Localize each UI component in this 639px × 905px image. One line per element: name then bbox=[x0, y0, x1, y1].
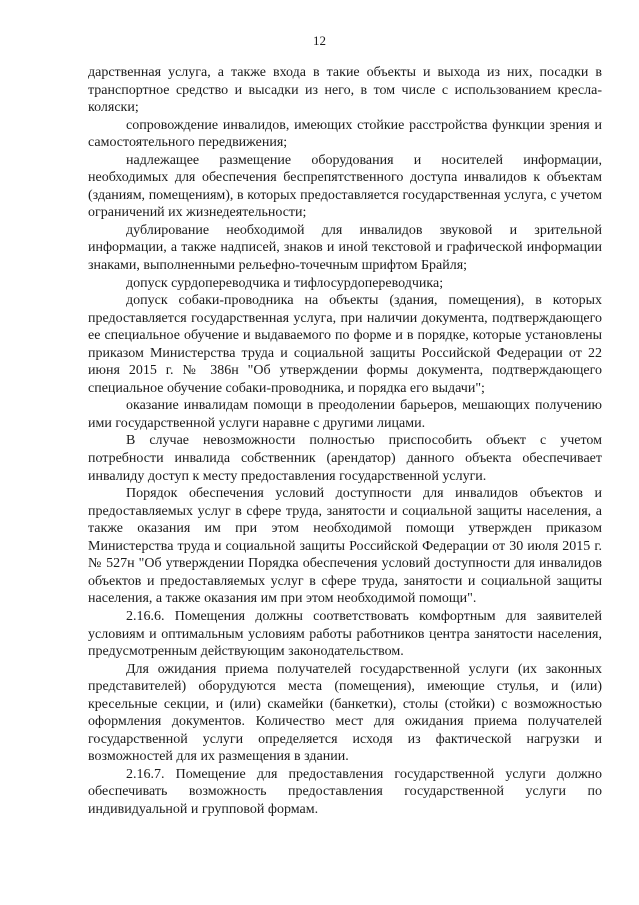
paragraph: Порядок обеспечения условий доступности для инвалидов объектов и предоставляемых услуг в сфере труда, занятости и социальной защиты населения, а также оказания им при этом необходимой помощи утвержден приказом Министерства труда и социальной защиты Российской Федерации от 30 июля 2015 г. № 527н "Об утверждении Порядка обеспечения условий доступности для инвалидов объектов и предоставляемых услуг в сфере труда, занятости и социальной защиты населения, а также оказания им при этом необходимой помощи". bbox=[88, 486, 602, 607]
page-number: 12 bbox=[313, 33, 326, 48]
paragraph: Для ожидания приема получателей государственной услуги (их законных представителей) оборудуются места (помещения), имеющие стулья, и (или) кресельные секции, и (или) скамейки (банкетки), столы (стойки) с возможностью оформления документов. Количество мест для ожидания приема получателей государственной услуги определяется исходя из фактической нагрузки и возможностей для их размещения в здании. bbox=[88, 661, 602, 765]
paragraph: допуск собаки-проводника на объекты (здания, помещения), в которых предоставляется государственная услуга, при наличии документа, подтверждающего ее специальное обучение и выдаваемого по форме и в порядке, которые установлены приказом Министерства труда и социальной защиты Российской Федерации от 22 июня 2015 г. № 386н "Об утверждении формы документа, подтверждающего специальное обучение собаки-проводника, и порядка его выдачи"; bbox=[88, 293, 602, 396]
paragraph: В случае невозможности полностью приспособить объект с учетом потребности инвалида собственник (арендатор) данного объекта обеспечивает инвалиду доступ к месту предоставления государственной услуги. bbox=[88, 433, 602, 484]
paragraph: оказание инвалидам помощи в преодолении барьеров, мешающих получению ими государственной услуги наравне с другими лицами. bbox=[88, 398, 602, 431]
paragraph: 2.16.7. Помещение для предоставления государственной услуги должно обеспечивать возможность предоставления государственной услуги по индивидуальной и групповой формам. bbox=[88, 766, 602, 817]
paragraph: надлежащее размещение оборудования и носителей информации, необходимых для обеспечения беспрепятственного доступа инвалидов к объектам (зданиям, помещениям), в которых предоставляется государственная услуга, с учетом ограничений их жизнедеятельности; bbox=[88, 152, 602, 221]
paragraph: дублирование необходимой для инвалидов звуковой и зрительной информации, а также надписей, знаков и иной текстовой и графической информации знаками, выполненными рельефно-точечным шрифтом Брайля; bbox=[88, 222, 602, 274]
paragraph: 2.16.6. Помещения должны соответствовать комфортным для заявителей условиям и оптимальным условиям работы работников центра занятости населения, предусмотренным действующим законодательством. bbox=[88, 608, 602, 660]
paragraph: допуск сурдопереводчика и тифлосурдопереводчика; bbox=[126, 275, 444, 291]
document-body bbox=[88, 64, 602, 819]
paragraph: дарственная услуга, а также входа в такие объекты и выхода из них, посадки в транспортное средство и высадки из него, в том числе с использованием кресла-коляски; bbox=[88, 65, 602, 116]
paragraph: сопровождение инвалидов, имеющих стойкие расстройства функции зрения и самостоятельного передвижения; bbox=[88, 117, 602, 151]
